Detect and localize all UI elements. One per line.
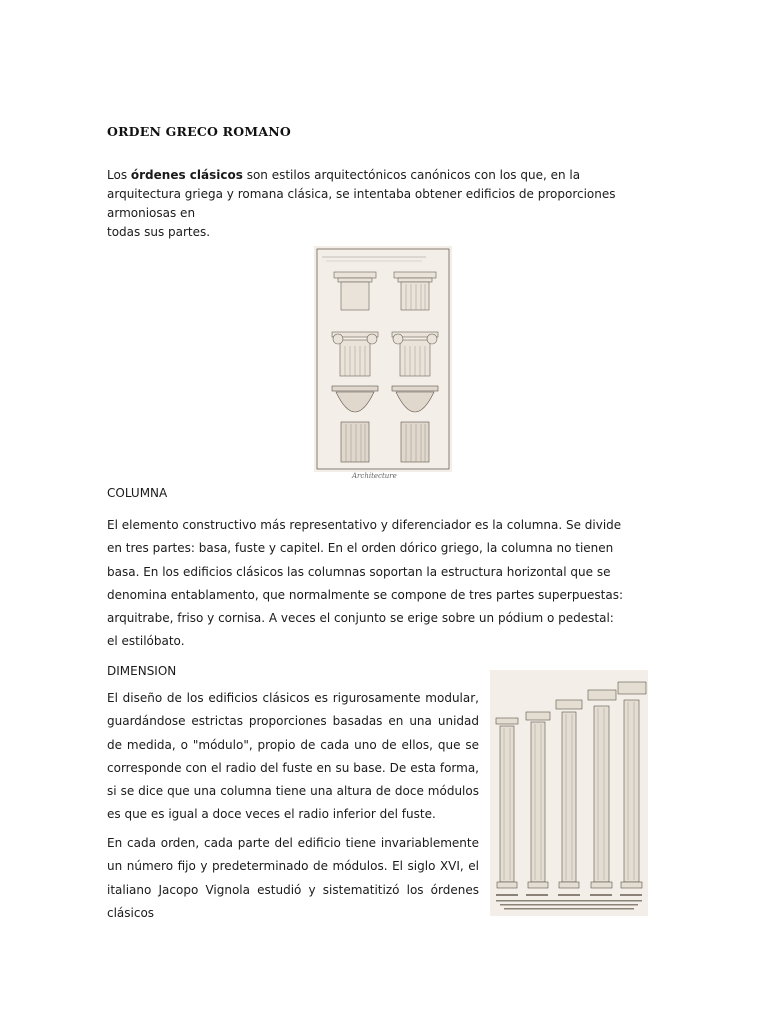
section-heading-columna: COLUMNA — [107, 486, 168, 500]
section-heading-dimension: DIMENSION — [107, 664, 177, 678]
dimension-paragraph-2: En cada orden, cada parte del edificio tiene invariablemente un número fijo y predeterminado de módulos. El siglo XVI, el italiano Jacopo Vignola estudió y sistematitizó los órdenes clásicos — [107, 836, 479, 920]
intro-line2: arquitectura griega y romana clásica, se intentaba obtener edificios de proporciones armoniosas en — [107, 187, 616, 220]
capitals-engraving-image — [314, 246, 452, 472]
orders-engraving-image — [490, 670, 648, 916]
page-title: ORDEN GRECO ROMANO — [107, 124, 291, 139]
intro-line3: todas sus partes. — [107, 225, 211, 239]
columna-paragraph: El elemento constructivo más representativo y diferenciador es la columna. Se divide en tres partes: basa, fuste y capitel. En el orden dórico griego, la columna no tienen basa. En los edificios clásicos las columnas soportan la estructura horizontal que se denomina entablamento, que normalmente se compone de tres partes superpuestas: arquitrabe, friso y cornisa. A veces el conjunto se erige sobre un pódium o pedestal: el estilóbato. — [107, 518, 624, 649]
capitals-figure-caption: Architecture — [352, 472, 397, 480]
intro-paragraph — [107, 166, 667, 242]
intro-line1-rest: son estilos arquitectónicos canónicos con los que, en la — [242, 168, 581, 182]
dimension-paragraph-1: El diseño de los edificios clásicos es rigurosamente modular, guardándose estrictas proporciones basadas en una unidad de medida, o "módulo", propio de cada uno de ellos, que se corresponde con el radio del fuste en su base. De esta forma, si se dice que una columna tiene una altura de doce módulos es que es igual a doce veces el radio inferior del fuste. — [107, 691, 479, 822]
intro-bold-term: órdenes clásicos — [130, 168, 243, 182]
intro-prefix: Los — [107, 168, 131, 182]
